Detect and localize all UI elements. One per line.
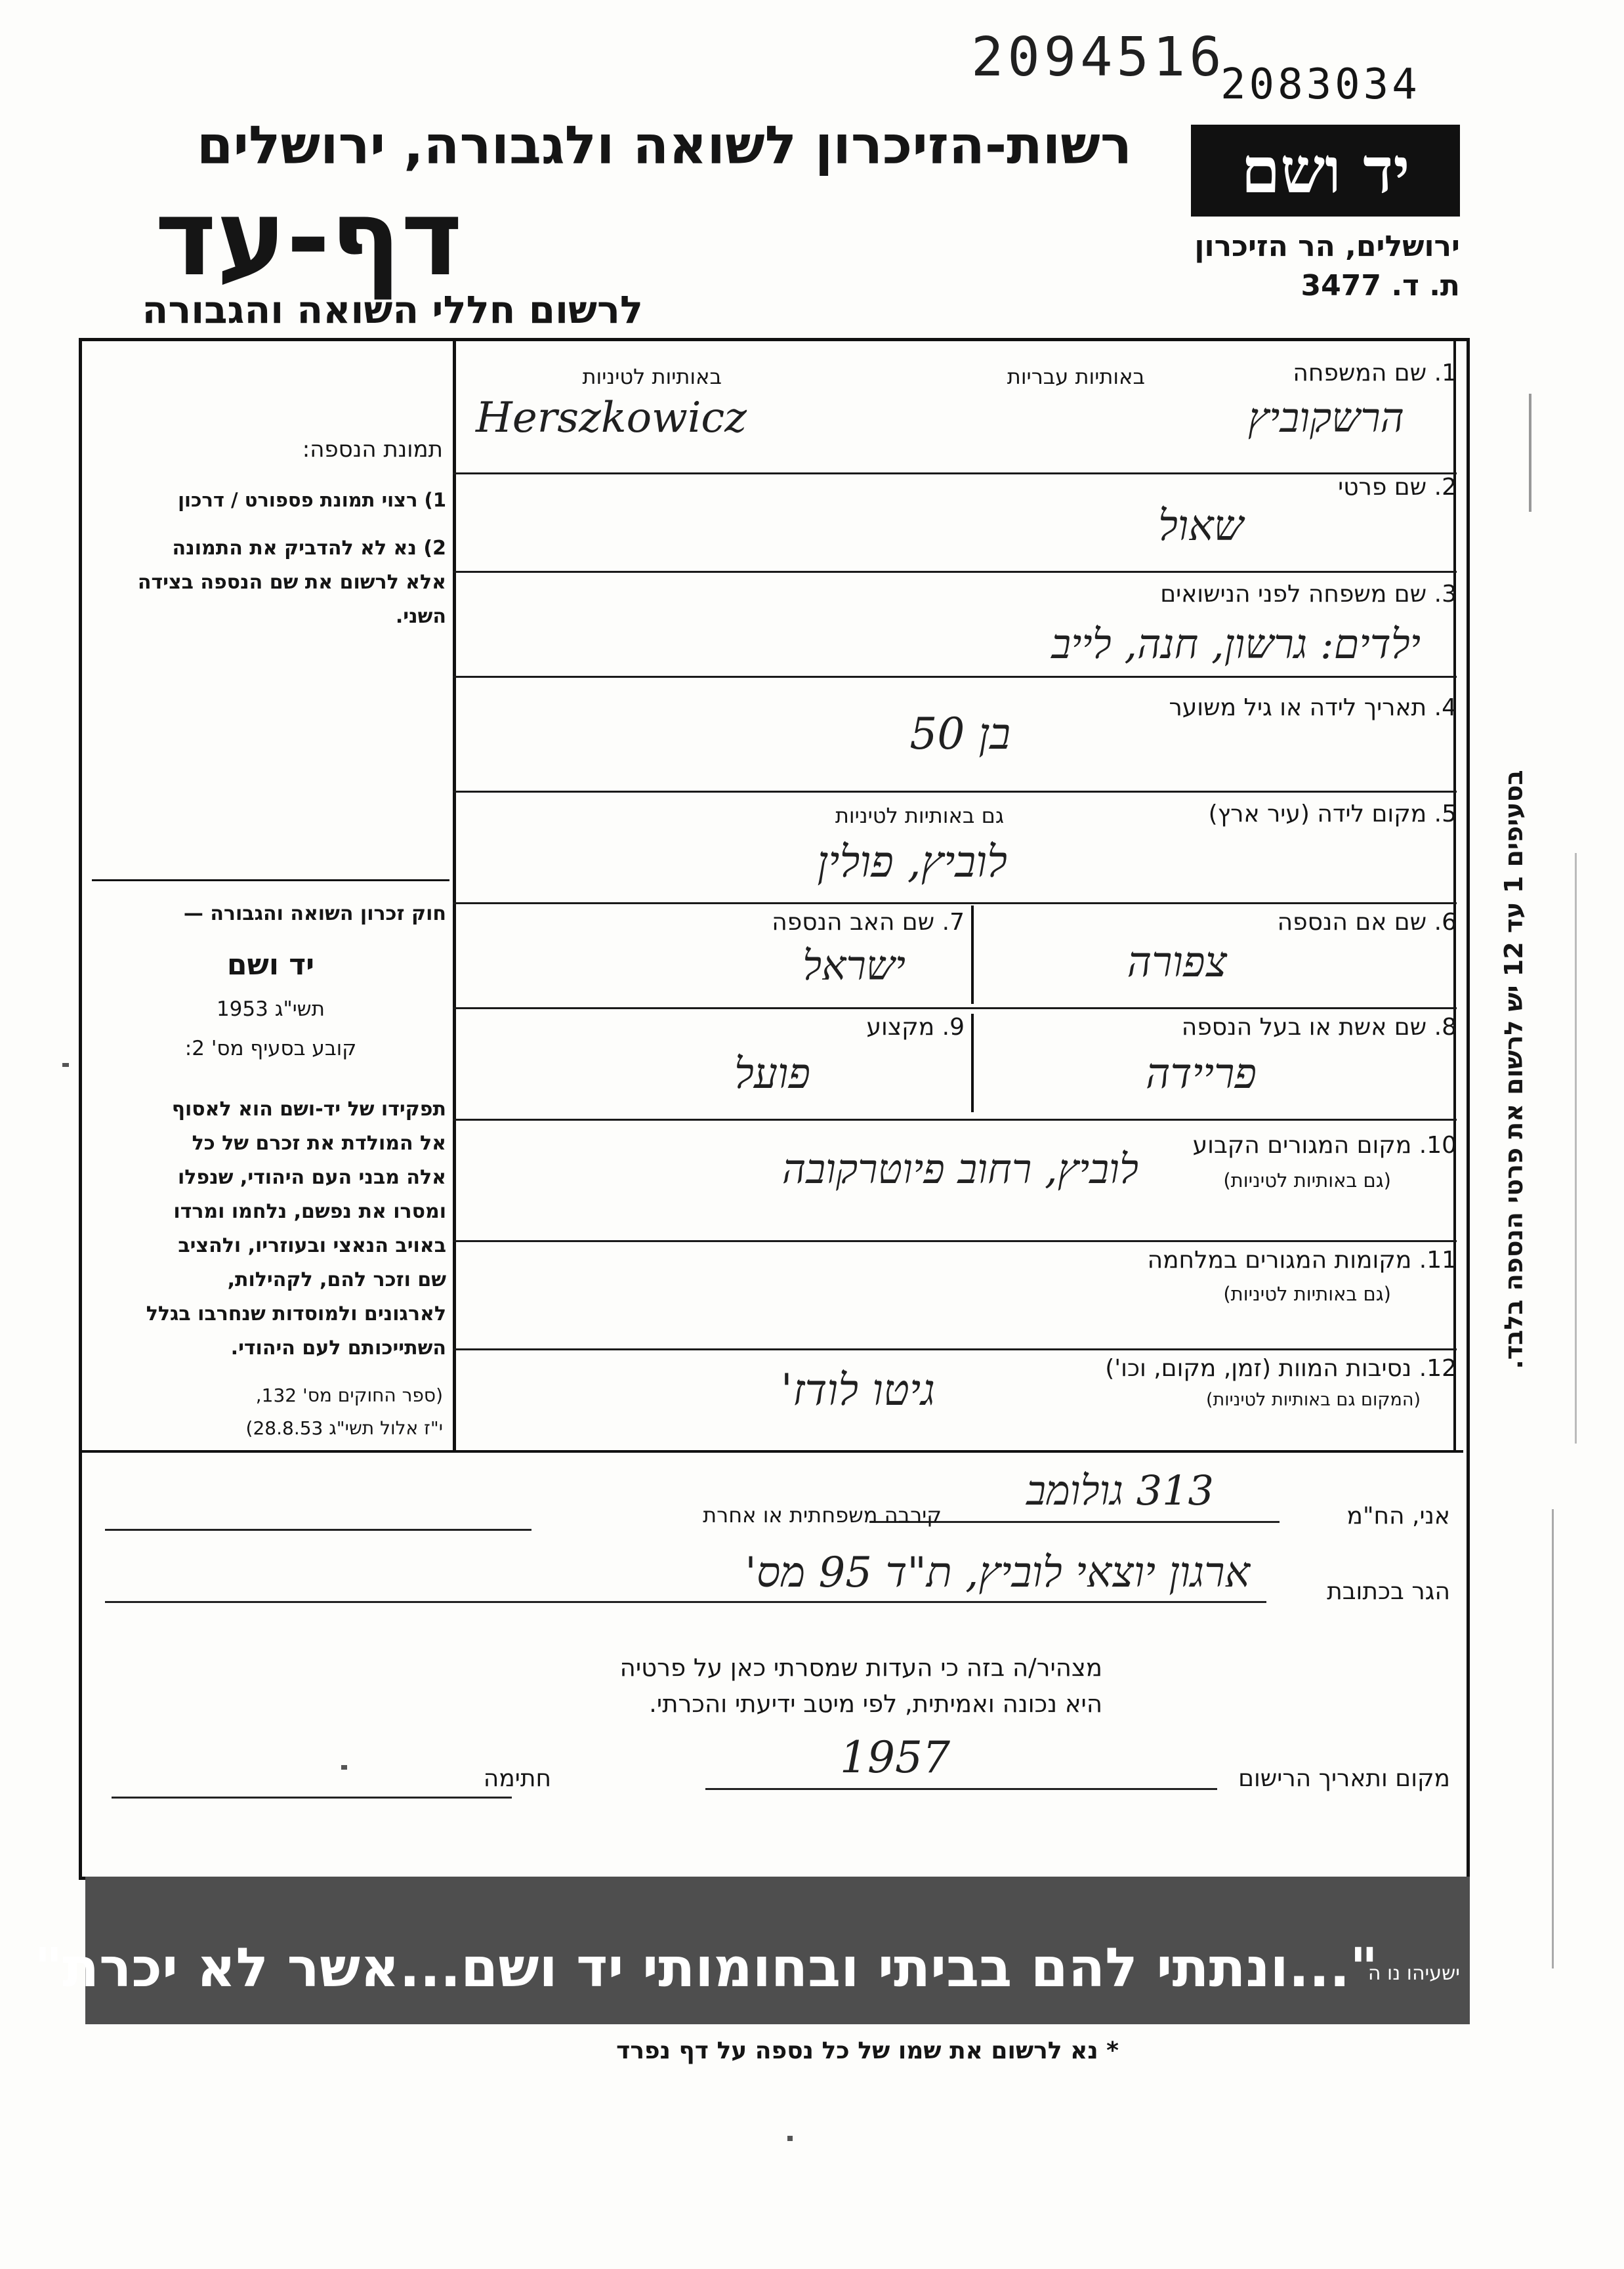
field-1-hint-hebrew: באותיות עבריות: [1007, 364, 1145, 389]
place-date-label: מקום ותאריך הרישום: [1238, 1765, 1450, 1792]
vertical-note: בסעיפים 1 עד 12 יש לרשום את פרטי הנספה בלבד.: [1499, 770, 1528, 1369]
field-9-value: פועל: [734, 1050, 810, 1098]
field-11-label: 11. מקומות המגורים במלחמה: [1147, 1247, 1457, 1274]
field-10-hint: (גם באותיות לטיניות): [1223, 1169, 1391, 1192]
field-11-hint: (גם באותיות לטיניות): [1223, 1283, 1391, 1305]
field-12-hint: (המקום גם באותיות לטיניות): [1205, 1390, 1421, 1410]
statement-line-2: היא נכונה ואמיתית, לפי מיטב ידיעתי והכרתי.: [649, 1690, 1102, 1718]
address-line-1: ירושלים, הר הזיכרון: [1194, 230, 1460, 263]
yad-vashem-logo: [1191, 125, 1460, 217]
law-name: יד ושם: [226, 948, 315, 982]
address-label: הגר בכתובת: [1327, 1578, 1450, 1605]
address-line-2: ת. ד. 3477: [1301, 269, 1460, 302]
quote-banner: [34, 1877, 1470, 2024]
field-3-value: ילדים: גרשון, חנה, לייב: [1051, 620, 1421, 668]
law-year: תשי"ג 1953: [216, 997, 325, 1021]
field-2-label: 2. שם פרטי: [1338, 474, 1457, 501]
field-7-label: 7. שם האב הנספה: [772, 909, 965, 936]
field-7-value: ישראל: [802, 942, 906, 989]
field-5-value: לוביץ, פולין: [817, 837, 1007, 887]
field-2-value: שאול: [1157, 502, 1243, 551]
signature-label: חתימה: [483, 1765, 551, 1792]
field-12-value: גיטו לודז': [780, 1365, 935, 1415]
footer-note: * נא לרשום את שמו של כל נספה על דף נפרד: [616, 2037, 1119, 2064]
form-title: דף-עד: [154, 177, 463, 299]
field-1-value-latin: Herszkowicz: [476, 394, 747, 442]
field-1-value-hebrew: הרשקוביץ: [1247, 394, 1404, 442]
logo-text: יד ושם: [1241, 133, 1410, 207]
statement-line-1: מצהיר/ה בזה כי העדות שמסרתי כאן על פרטיה: [619, 1654, 1102, 1682]
law-title: חוק זכרון השואה והגבורה —: [183, 902, 446, 925]
field-4-value: בן 50: [909, 709, 1010, 759]
law-ref-2: י"ז אלול תשי"ג 28.8.53): [245, 1417, 443, 1439]
declarant-label: אני, הח"מ: [1346, 1503, 1450, 1530]
vertical-note-box: [1489, 722, 1542, 1411]
field-5-hint: גם באותיות לטיניות: [835, 803, 1004, 828]
field-10-value: לוביץ, רחוב פיוטרקובה: [781, 1145, 1138, 1193]
address-value: ארגון יוצאי לוביץ, ת"ד 95 מס': [745, 1549, 1250, 1597]
stamp-number-1: 2094516: [971, 26, 1226, 89]
banner-source: ישעיהו נו ה: [1367, 1962, 1460, 1985]
panel-divider: [453, 341, 456, 1450]
field-4-label: 4. תאריך לידה או גיל משוער: [1169, 694, 1457, 721]
law-section: קובע בסעיף מס' 2:: [184, 1037, 357, 1060]
photo-title: תמונת הנספה:: [302, 436, 443, 463]
field-5-label: 5. מקום לידה (עיר ארץ): [1208, 801, 1457, 827]
stamp-number-2: 2083034: [1220, 60, 1421, 109]
field-8-label: 8. שם אשת או בעל הנספה: [1181, 1014, 1457, 1041]
law-ref-1: (ספר החוקים מס' 132,: [255, 1384, 443, 1406]
side-panel-separator: [92, 879, 449, 881]
field-6-value: צפורה: [1127, 938, 1227, 987]
form-subtitle: לרשום חללי השואה והגבורה: [142, 287, 643, 332]
declarant-name: 313 גולומב: [1026, 1467, 1214, 1514]
field-9-label: 9. מקצוע: [866, 1014, 965, 1041]
field-3-label: 3. שם משפחה לפני הנישואים: [1160, 581, 1457, 608]
field-8-value: פריידה: [1145, 1050, 1257, 1098]
place-date-value: 1957: [840, 1732, 950, 1783]
field-1-hint-latin: באותיות לטיניות: [582, 364, 722, 389]
field-6-label: 6. שם אם הנספה: [1277, 909, 1457, 936]
law-text: תפקידו של יד-ושם הוא לאסוף אל המולדת את זכרם של כל אלה מבני העם היהודי, שנפלו ומסרו את נפשם, נלחמו ומרדו באויב הנאצי ובעוזריו, ולהציב שם וזכר להם, לקהילות, לארגונים ולמוסדות שנחרבו בגלל השתייכותם לעם היהודי.: [146, 1098, 446, 1360]
field-1-label: 1. שם המשפחה: [1293, 360, 1457, 386]
photo-note-2: 2) נא לא להדביק את התמונה אלא לרשום את שם הנספה בצידה השני.: [137, 537, 446, 628]
authority-title: רשות-הזיכרון לשואה ולגבורה, ירושלים: [196, 115, 1132, 176]
field-12-label: 12. נסיבות המוות (זמן, מקום, וכו'): [1105, 1355, 1457, 1382]
banner-quote: "...ונתתי להם בביתי ובחומותי יד ושם...אשר לא יכרת": [34, 1937, 1378, 1999]
relation-label: קירבה משפחתית או אחרת: [703, 1503, 942, 1528]
signature-line: [112, 1797, 512, 1799]
field-10-label: 10. מקום המגורים הקבוע: [1192, 1132, 1457, 1159]
photo-note-1: 1) רצוי תמונת פספורט / דרכון: [178, 489, 446, 511]
